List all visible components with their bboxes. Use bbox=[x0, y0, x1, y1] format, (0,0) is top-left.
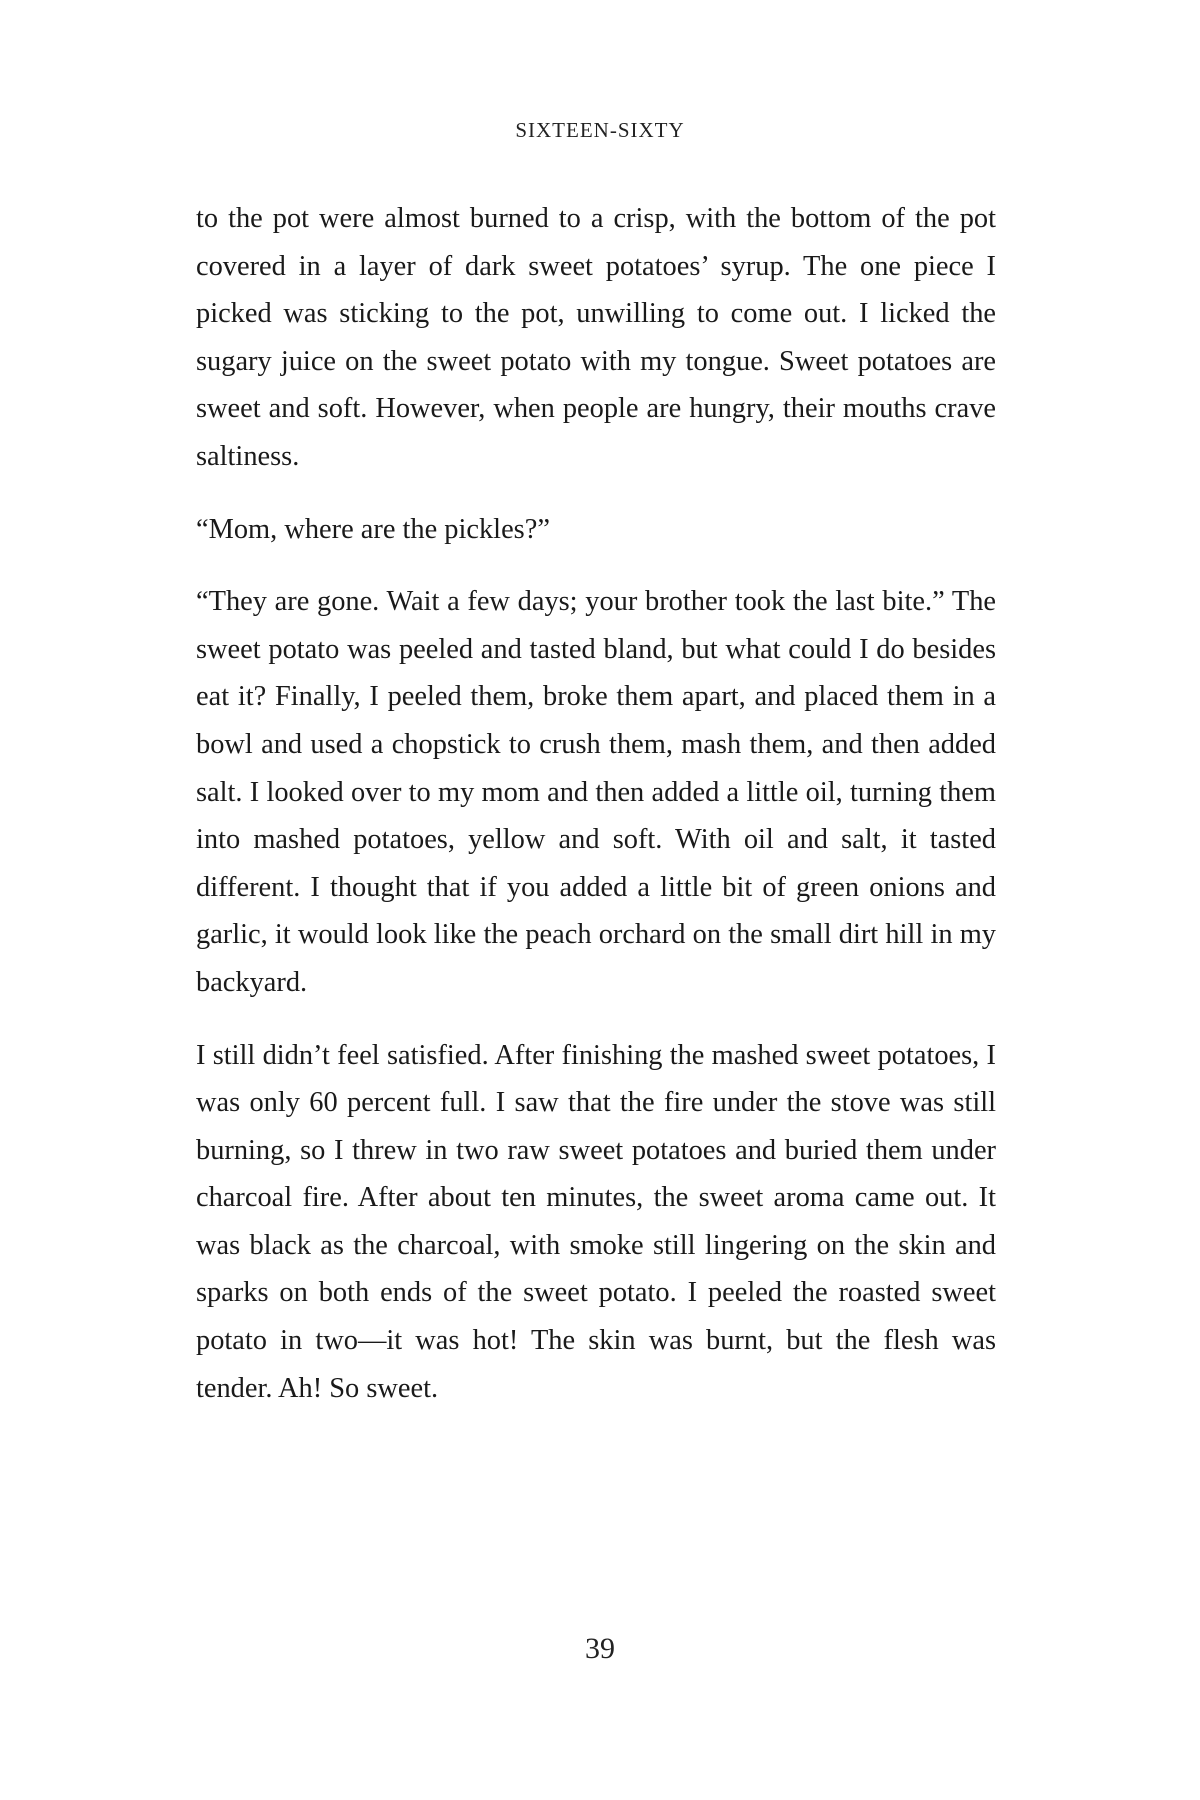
paragraph-3: “They are gone. Wait a few days; your brother took the last bite.” The sweet potato was peeled and tasted bland, but what could I do besides eat it? Finally, I peeled them, broke them apart, and placed them in a bowl and used a chopstick to crush them, mash them, and then added salt. I looked over to my mom and then added a little oil, turning them into mashed potatoes, yellow and soft. With oil and salt, it tasted different. I thought that if you added a little bit of green onions and garlic, it would look like the peach orchard on the small dirt hill in my backyard. bbox=[196, 586, 996, 998]
running-head: SIXTEEN-SIXTY bbox=[515, 118, 685, 142]
page-number: 39 bbox=[585, 1632, 615, 1665]
paragraph-4: I still didn’t feel satisfied. After finishing the mashed sweet potatoes, I was only 60 percent full. I saw that the fire under the stove was still burning, so I threw in two raw sweet potatoes and buried them under charcoal fire. After about ten minutes, the sweet aroma came out. It was black as the charcoal, with smoke still lingering on the skin and sparks on both ends of the sweet potato. I peeled the roasted sweet potato in two—it was hot! The skin was burnt, but the flesh was tender. Ah! So sweet. bbox=[196, 1039, 996, 1404]
paragraph-1: to the pot were almost burned to a crisp, with the bottom of the pot covered in a layer of dark sweet potatoes’ syrup. The one piece I picked was sticking to the pot, unwilling to come out. I licked the sugary juice on the sweet potato with my tongue. Sweet potatoes are sweet and soft. However, when people are hungry, their mouths crave saltiness. bbox=[196, 203, 996, 472]
paragraph-2: “Mom, where are the pickles?” bbox=[196, 513, 550, 545]
body-text bbox=[196, 195, 996, 1412]
